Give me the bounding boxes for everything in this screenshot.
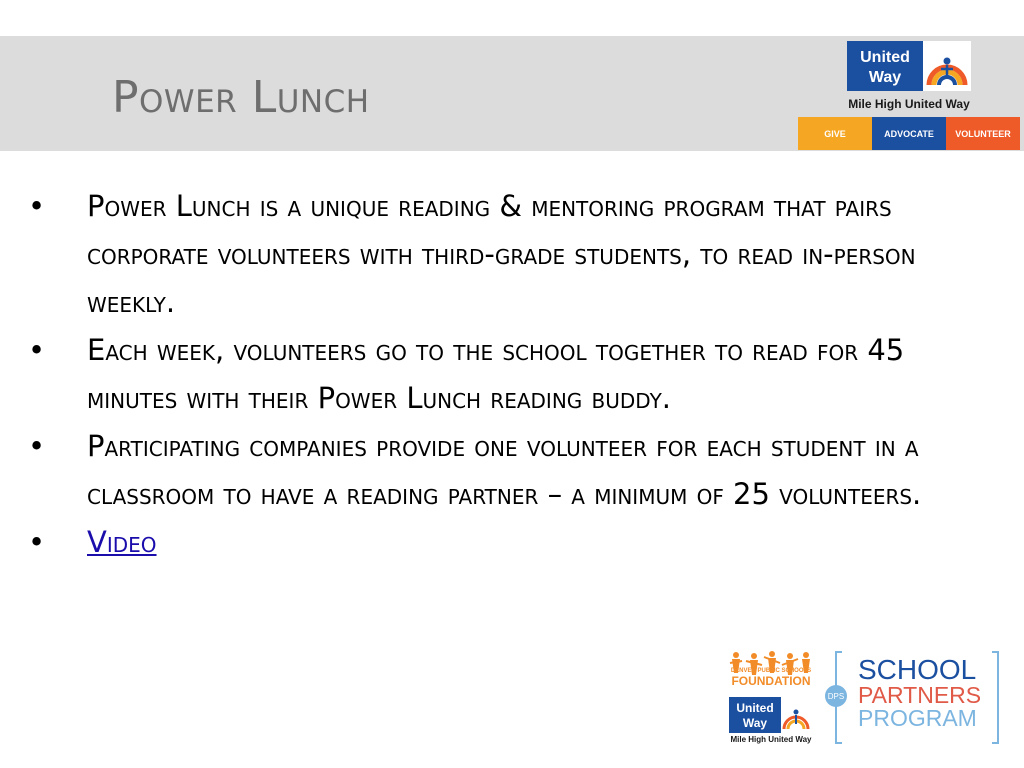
bullet-dot: • [28, 189, 46, 223]
dps-badge-text: DPS [827, 692, 845, 701]
bullet-dot: • [28, 333, 46, 367]
logo-word-way: Way [868, 69, 902, 86]
nav-advocate: ADVOCATE [872, 117, 946, 150]
program-line-program: PROGRAM [858, 705, 977, 731]
united-way-logo [847, 41, 971, 91]
foundation-big-text: FOUNDATION [731, 674, 811, 688]
page-title: Power Lunch [112, 72, 370, 123]
nav-volunteer: VOLUNTEER [946, 117, 1020, 150]
program-line-school: SCHOOL [858, 654, 977, 685]
nav-give: GIVE [798, 117, 872, 150]
bullet-dot: • [28, 525, 46, 559]
small-logo-word-way: Way [742, 716, 768, 730]
program-wordmark [858, 656, 981, 730]
small-logo-tagline: Mile High United Way [730, 735, 812, 744]
foundation-small-text: DENVER PUBLIC SCHOOLS [730, 668, 812, 674]
logo-nav-bar [798, 117, 1020, 150]
bullet-item [28, 422, 968, 518]
bullet-item [28, 518, 968, 566]
logo-word-united: United [860, 49, 910, 66]
united-way-small-logo [729, 697, 811, 733]
bullet-list [28, 182, 968, 566]
bullet-dot: • [28, 429, 46, 463]
bullet-text: Each week, volunteers go to the school together to read for 45 minutes with their Power Lunch reading buddy. [87, 333, 905, 415]
small-logo-word-united: United [736, 701, 774, 715]
foundation-wordmark [727, 668, 815, 687]
bullet-text: Participating companies provide one volunteer for each student in a classroom to have a reading partner – a minimum of 25 volunteers. [87, 429, 922, 511]
logo-tagline: Mile High United Way [848, 97, 970, 111]
video-link[interactable]: Video [87, 525, 157, 559]
program-line-partners: PARTNERS [858, 682, 982, 708]
bullet-item [28, 182, 968, 326]
bullet-item [28, 326, 968, 422]
bullet-text: Power Lunch is a unique reading & mentoring program that pairs corporate volunteers with third-grade students, to read in-person weekly. [87, 189, 916, 319]
